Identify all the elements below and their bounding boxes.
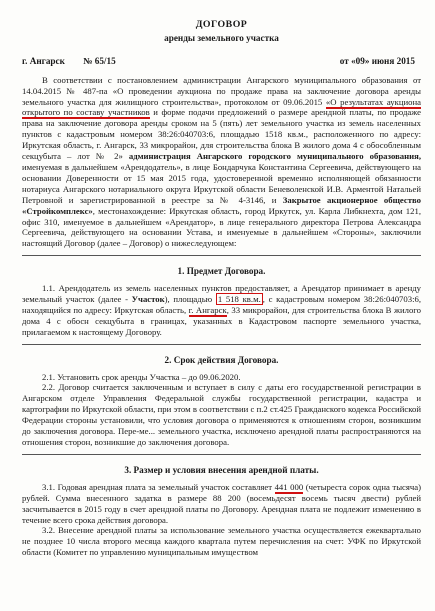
lessor-name: администрация Ангарского городского муниципального образования, (128, 151, 422, 162)
city: г. Ангарск (22, 55, 65, 66)
section-3-title: 3. Размер и условия внесения арендной платы. (124, 464, 319, 475)
city-underlined: г. Ангарск (188, 304, 227, 315)
divider (22, 344, 421, 345)
lessee-name: Закрытое акционерное общество «Стройкомплекс» (22, 194, 421, 216)
clause-3-1: 3.1. Годовая арендная плата за земельный участок составляет 441 000 (четыреста сорок одна тысяча) рублей. Сумма внесенного задатка в размере 88 200 (восемьдесят восемь тысяч двести) рублей засчитывается в 2015 году в счет арендной платы по Договору. Арендная плата не подлежит изменению в течение всего срока действия договора. (22, 481, 422, 525)
document-subtitle: аренды земельного участка (164, 32, 279, 43)
contract-number: № 65/15 (83, 55, 116, 66)
clause-2-1: 2.1. Установить срок аренды Участка – до 09.06.2020. (42, 371, 241, 382)
clause-1-1: 1.1. Арендодатель из земель населенных пунктов предоставляет, а Арендатор принимает в аренду земельный участок (далее - Участок), площадью 1 518 кв.м. , с кадастровым номером 38:26:040703:6, находящийся по адресу: Иркутская область, г. Ангарск, 33 микрорайон, для строительства блока В жилого дома 4 с обосн секцубыта в границах, указанных в Кадастровом паспорте земельного участка, прилагаемом к настоящему Договору. (22, 283, 422, 337)
document-title: ДОГОВОР (195, 19, 248, 30)
section-1-title: 1. Предмет Договора. (177, 266, 266, 277)
divider (22, 454, 421, 455)
divider (22, 255, 421, 256)
contract-meta (22, 56, 421, 67)
title-block (22, 0, 421, 44)
auction-results-underlined: «О результатах аукциона открытого по составу участников (22, 96, 421, 118)
clause-2-2: 2.2. Договор считается заключенным и вступает в силу с даты его государственной регистрации в Ангарском отделе Управления Федеральной службы государственной регистрации, кадастра и картографии по Иркутской области, при этом в соответствии с п.2 ст.425 Гражданского кодекса Российской Федерации стороны установили, что условия договора о применяются к отношениям сторон, возникшим до заключения договора. Пере-ме... земельного участка, исключено арендной платы распространяются на отношения сторон, возникшие до заключения договора. (22, 382, 421, 447)
rent-amount-underlined: 441 000 (274, 481, 304, 492)
area-highlight: 1 518 кв.м. (217, 294, 261, 305)
intro-paragraph: В соответствии с постановлением администрации Ангарского муниципального образования от 14.04.2015 № 487-па «О проведении аукциона по продаже права на заключение договора аренды земельного участка для жилищного строительства», протоколом от 09.06.2015 «О результатах аукциона открытого по составу участников и форме подачи предложений о размере арендной платы, по продаже права на заключение договора аренды сроком на 5 (пять) лет земельного участка из земель населенных пунктов с кадастровым номером 38:26:040703:6, площадью 1518 кв.м., расположенного по адресу: Иркутская область, г. Ангарск, 33 микрорайон, для строительства блока В жилого дома 4 с обособленным секцубыта – лот № 2» администрация Ангарского городского муниципального образования, именуемая в дальнейшем «Арендодатель», в лице Бондарчука Константина Сергеевича, действующего на основании Доверенности от 15 мая 2015 года, удостоверенной временно исполняющей обязанности нотариуса Ангарского нотариального округа Иркутской области Беневоленской И.В. Арментой Натальей Петровной и зарегистрированной в реестре за № 4-3146, и Закрытое акционерное общество «Стройкомплекс», местонахождение: Иркутская область, город Иркутск, ул. Карла Либкнехта, дом 121, офис 310, именуемое в дальнейшем «Арендатор», в лице генерального директора Петрова Александра Сергеевича, действующего на основании Устава, и именуемые в дальнейшем «Стороны», заключили настоящий Договор (далее – Договор) о нижеследующем: (22, 74, 422, 249)
contract-date: от «09» июня 2015 (339, 55, 415, 66)
section-2-title: 2. Срок действия Договора. (164, 354, 279, 365)
clause-3-2: 3.2. Внесение арендной платы за использование земельного участка осуществляется ежеквартально не позднее 10 числа второго месяца каждого квартала путем перечисления на счет: УФК по Иркутской области (Комитет по управлению муниципальным имуществом (22, 525, 421, 558)
